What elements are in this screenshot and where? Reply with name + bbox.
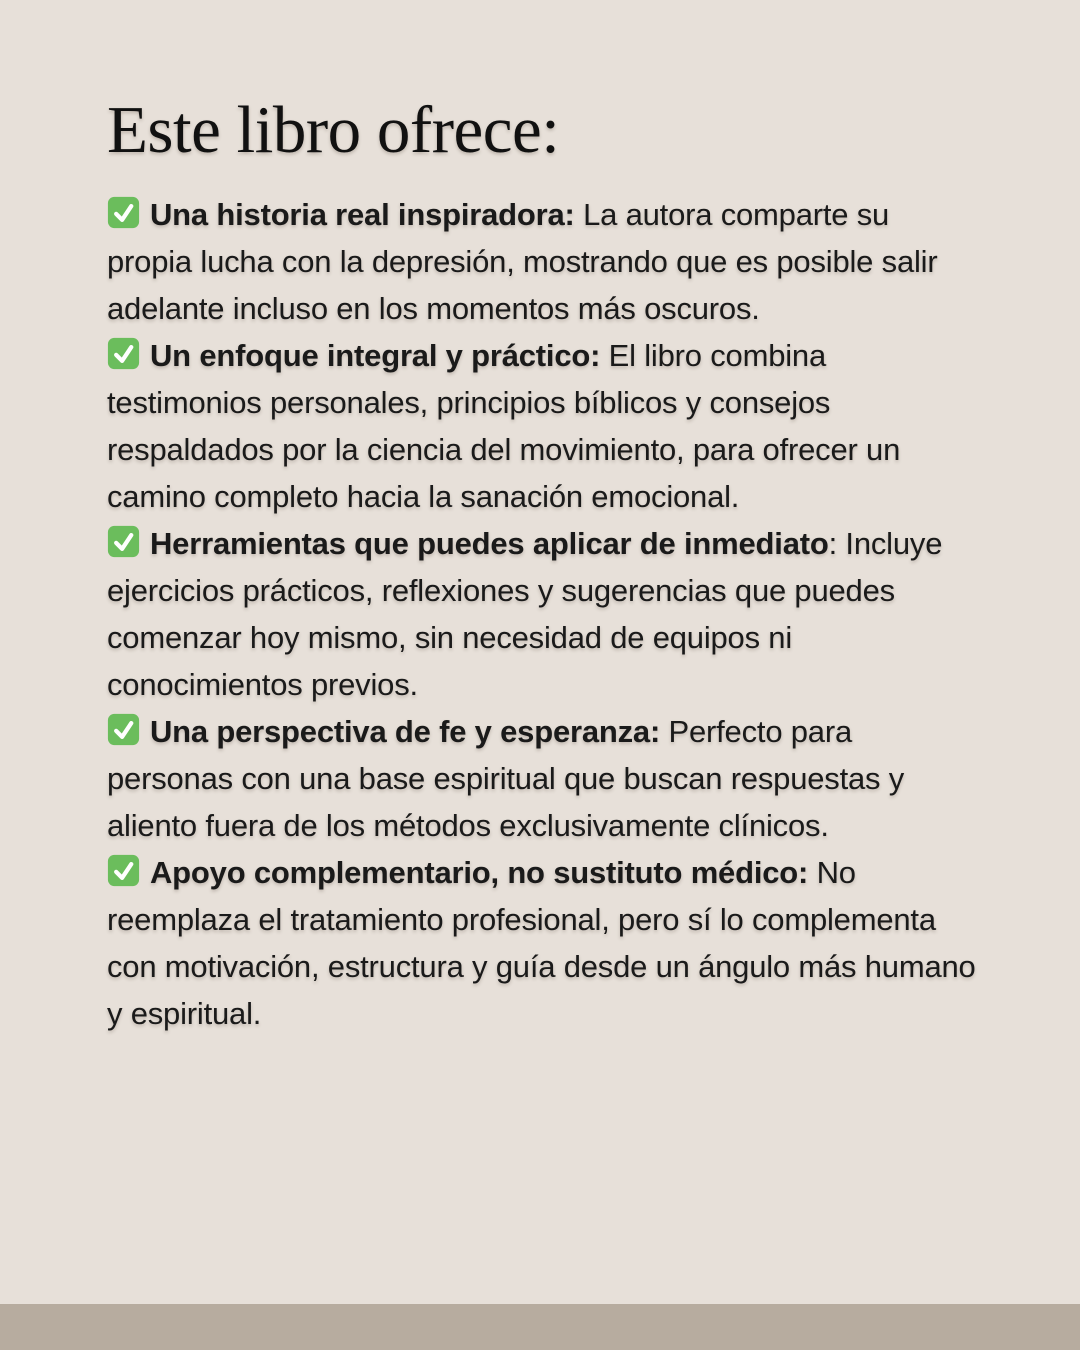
list-item [107, 191, 979, 332]
item-body: : Incluye ejercicios prácticos, reflexiones y sugerencias que puedes comenzar hoy mismo, sin necesidad de equipos ni conocimientos previos. [107, 526, 943, 703]
green-check-icon [107, 337, 140, 370]
item-body: La autora comparte su propia lucha con la depresión, mostrando que es posible salir adelante incluso en los momentos más oscuros. [107, 197, 938, 327]
item-body: No reemplaza el tratamiento profesional, pero sí lo complementa con motivación, estructura y guía desde un ángulo más humano y espiritual. [107, 855, 976, 1032]
item-body: El libro combina testimonios personales, principios bíblicos y consejos respaldados por la ciencia del movimiento, para ofrecer un camino completo hacia la sanación emocional. [107, 338, 901, 515]
item-heading: Una historia real inspiradora: [150, 197, 575, 233]
list-item [107, 849, 979, 1037]
item-heading: Una perspectiva de fe y esperanza: [150, 714, 661, 750]
list-item [107, 520, 979, 708]
green-check-icon [107, 713, 140, 746]
page-title: Este libro ofrece: [107, 93, 560, 167]
footer-bar [0, 1304, 1080, 1350]
list-item [107, 332, 979, 520]
item-heading: Un enfoque integral y práctico: [150, 338, 601, 374]
benefits-list [107, 191, 979, 1037]
list-item [107, 708, 979, 849]
green-check-icon [107, 525, 140, 558]
item-heading: Herramientas que puedes aplicar de inmediato [150, 526, 829, 562]
green-check-icon [107, 196, 140, 229]
item-body: Perfecto para personas con una base espiritual que buscan respuestas y aliento fuera de los métodos exclusivamente clínicos. [107, 714, 905, 844]
green-check-icon [107, 854, 140, 887]
item-heading: Apoyo complementario, no sustituto médico: [150, 855, 809, 891]
